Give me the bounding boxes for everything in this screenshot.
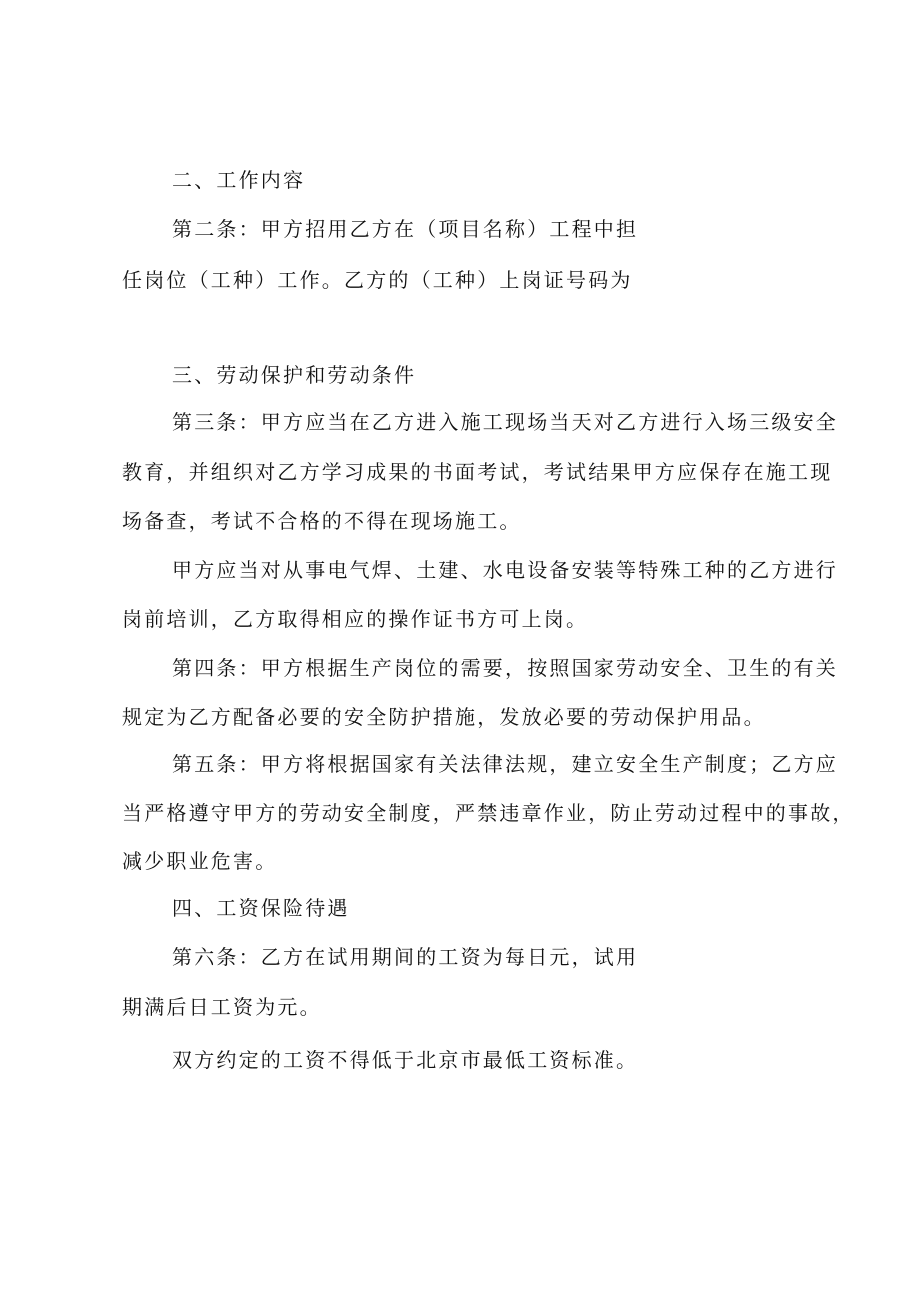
special-training-line-2: 岗前培训，乙方取得相应的操作证书方可上岗。 [122,607,589,631]
article-3-line-2: 教育，并组织对乙方学习成果的书面考试，考试结果甲方应保存在施工现 [122,460,833,484]
article-6-line-1: 第六条：乙方在试用期间的工资为每日元，试用 [172,945,639,969]
article-2-line-2: 任岗位（工种）工作。乙方的（工种）上岗证号码为 [122,268,633,292]
section-4-heading: 四、工资保险待遇 [172,896,350,920]
article-2-line-1: 第二条：甲方招用乙方在（项目名称）工程中担 [172,217,639,241]
special-training-line-1: 甲方应当对从事电气焊、土建、水电设备安装等特殊工种的乙方进行 [172,558,838,582]
article-6-line-2: 期满后日工资为元。 [122,995,322,1019]
article-5-line-1: 第五条：甲方将根据国家有关法律法规，建立安全生产制度；乙方应 [172,752,838,776]
article-4-line-2: 规定为乙方配备必要的安全防护措施，发放必要的劳动保护用品。 [122,705,766,729]
article-5-line-2: 当严格遵守甲方的劳动安全制度，严禁违章作业，防止劳动过程中的事故， [122,801,855,825]
article-4-line-1: 第四条：甲方根据生产岗位的需要，按照国家劳动安全、卫生的有关 [172,656,838,680]
section-3-heading: 三、劳动保护和劳动条件 [172,363,417,387]
article-3-line-1: 第三条：甲方应当在乙方进入施工现场当天对乙方进行入场三级安全 [172,410,838,434]
wage-note: 双方约定的工资不得低于北京市最低工资标准。 [172,1048,639,1072]
section-2-heading: 二、工作内容 [172,168,306,192]
article-3-line-3: 场备查，考试不合格的不得在现场施工。 [122,509,522,533]
article-5-line-3: 减少职业危害。 [122,849,278,873]
